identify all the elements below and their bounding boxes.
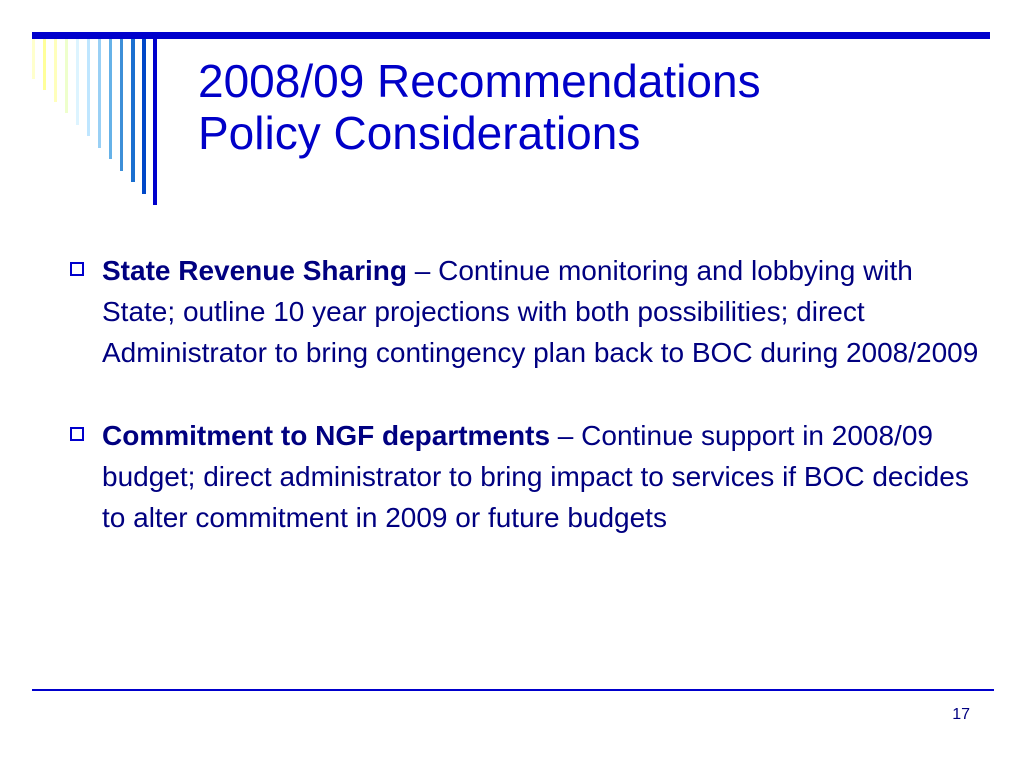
stripe-bar <box>76 39 79 125</box>
stripe-bar <box>131 39 135 182</box>
stripe-bar <box>43 39 46 90</box>
bullet-list <box>62 250 992 580</box>
slide-title <box>198 55 978 159</box>
stripe-bar <box>87 39 90 136</box>
stripe-bar <box>54 39 57 102</box>
bullet-text: – Continue monitoring and lobbying with State; outline 10 year projections with both possibilities; direct Administrator to bring contingency plan back to BOC during 2008/2009 <box>102 255 979 368</box>
stripe-bar <box>98 39 101 148</box>
bullet-item <box>62 415 992 538</box>
stripe-bar <box>153 39 157 205</box>
stripe-bar <box>120 39 123 171</box>
top-rule <box>32 32 990 39</box>
stripe-bar <box>142 39 146 194</box>
stripe-bar <box>65 39 68 113</box>
bullet-item <box>62 250 992 373</box>
title-line-2: Policy Considerations <box>198 107 641 159</box>
title-line-1: 2008/09 Recommendations <box>198 55 761 107</box>
bullet-text: – Continue support in 2008/09 budget; direct administrator to bring impact to services if BOC decides to alter commitment in 2009 or future budgets <box>102 420 969 533</box>
square-bullet-icon <box>70 262 84 276</box>
bullet-heading: Commitment to NGF departments <box>102 420 551 451</box>
page-number: 17 <box>952 706 970 723</box>
bullet-heading: State Revenue Sharing <box>102 255 407 286</box>
stripe-bar <box>32 39 35 79</box>
stripe-bar <box>109 39 112 159</box>
square-bullet-icon <box>70 427 84 441</box>
bottom-rule <box>32 689 994 691</box>
decorative-stripes <box>28 39 168 209</box>
